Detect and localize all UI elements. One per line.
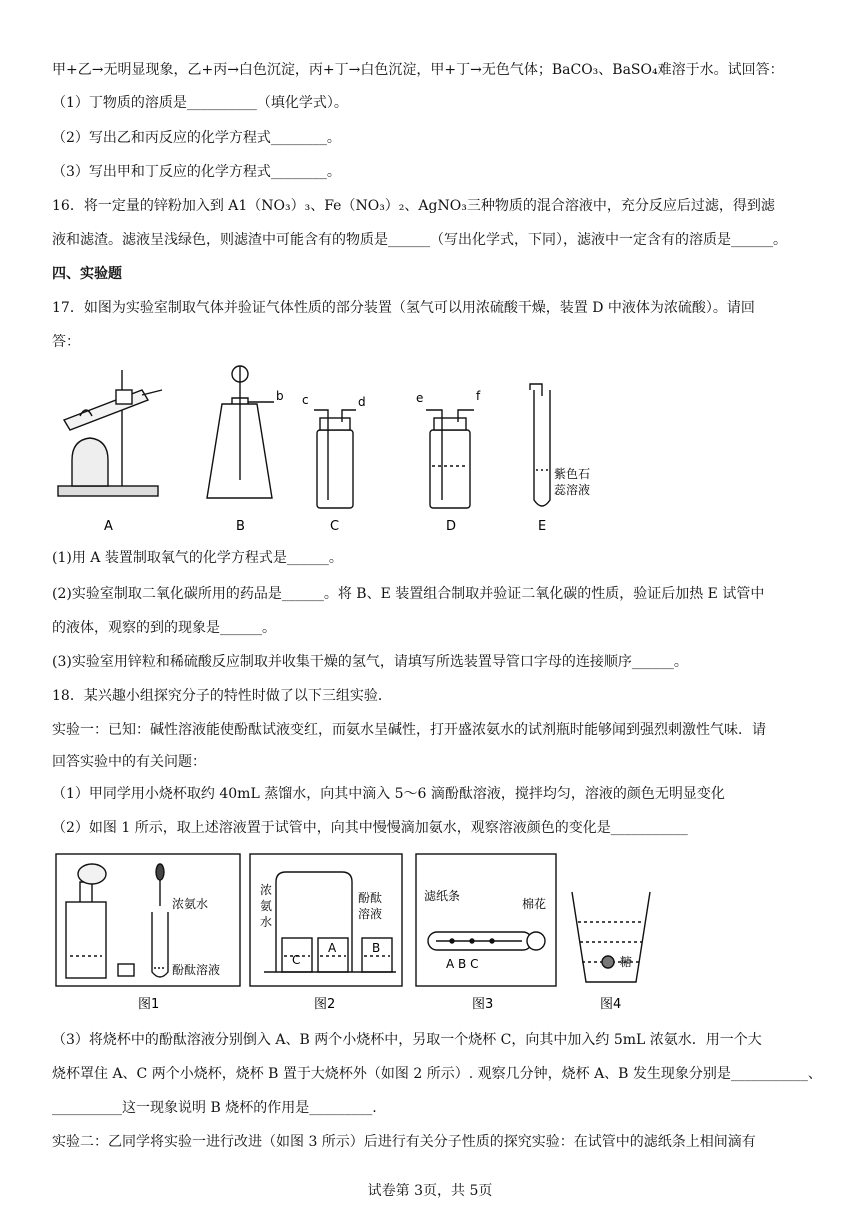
experiment-2: 实验二：乙同学将实验一进行改进（如图 3 所示）后进行有关分子性质的探究实验：在试管中的滤纸条上相间滴有 xyxy=(52,1134,756,1150)
question-15-2: （2）写出乙和丙反应的化学方程式________。 xyxy=(52,130,341,146)
experiment-1: 实验一：已知：碱性溶液能使酚酞试液变红，而氨水呈碱性，打开盛浓氨水的试剂瓶时能够闻到强烈刺激性气味．请 xyxy=(52,722,766,738)
question-15-3: （3）写出甲和丁反应的化学方程式________。 xyxy=(52,164,341,180)
section-heading: 四、实验题 xyxy=(52,266,122,282)
experiment-1-step1: （1）甲同学用小烧杯取约 40mL 蒸馏水，向其中滴入 5～6 滴酚酞溶液，搅拌均匀，溶液的颜色无明显变化 xyxy=(52,786,725,802)
fig2-beaker-label: A xyxy=(328,941,337,955)
fig2-label: 水 xyxy=(260,915,273,929)
port-c: c xyxy=(302,393,309,407)
experiment-1-step2: （2）如图 1 所示，取上述溶液置于试管中，向其中慢慢滴加氨水，观察溶液颜色的变化是___________ xyxy=(52,820,688,836)
question-17-1: (1)用 A 装置制取氧气的化学方程式是______。 xyxy=(52,550,343,566)
port-f: f xyxy=(476,389,481,403)
figure-caption: 图1 xyxy=(138,997,160,1012)
question-16: 16．将一定量的锌粉加入到 A1（NO₃）₃、Fe（NO₃）₂、AgNO₃三种物质的混合溶液中，充分反应后过滤，得到滤 xyxy=(52,198,775,214)
fig2-beaker-label: B xyxy=(372,941,381,955)
figure-caption: 图2 xyxy=(314,997,336,1012)
question-17-cont: 答： xyxy=(52,334,80,350)
fig3-label: A B C xyxy=(446,957,479,971)
fig3-label: 滤纸条 xyxy=(424,889,461,903)
experiment-1-step3-cont: 烧杯罩住 A、C 两个小烧杯，烧杯 B 置于大烧杯外（如图 2 所示）. 观察几分钟，烧杯 A、B 发生现象分别是___________、 xyxy=(52,1066,822,1082)
port-b: b xyxy=(276,389,284,403)
fig2-beaker-label: C xyxy=(292,953,301,967)
experiment-1-step3: （3）将烧杯中的酚酞溶液分别倒入 A、B 两个小烧杯中，另取一个烧杯 C，向其中加入约 5mL 浓氨水．用一个大 xyxy=(52,1032,762,1048)
question-18: 18．某兴趣小组探究分子的特性时做了以下三组实验． xyxy=(52,688,392,704)
apparatus-label-D: D xyxy=(446,519,457,534)
apparatus-label-A: A xyxy=(104,519,113,534)
figure-caption: 图3 xyxy=(472,997,494,1012)
figure-caption: 图4 xyxy=(600,997,622,1012)
question-17: 17．如图为实验室制取气体并验证气体性质的部分装置（氢气可以用浓硫酸干燥，装置 D 中液体为浓硫酸）。请回 xyxy=(52,300,755,316)
experiment-1-cont: 回答实验中的有关问题： xyxy=(52,754,206,770)
port-d: d xyxy=(358,395,366,409)
fig1-label: 酚酞溶液 xyxy=(172,963,221,977)
fig2-label: 溶液 xyxy=(358,907,383,921)
e-solution-label: 蕊溶液 xyxy=(554,483,591,497)
experiment-figures xyxy=(52,852,692,1018)
port-e: e xyxy=(416,391,424,405)
question-17-2: (2)实验室制取二氧化碳所用的药品是______。将 B、E 装置组合制取并验证二氧化碳的性质，验证后加热 E 试管中 xyxy=(52,586,765,602)
fig2-label: 酚酞 xyxy=(358,891,383,905)
question-16-cont: 液和滤渣。滤液呈浅绿色，则滤渣中可能含有的物质是______（写出化学式，下同），滤液中一定含有的溶质是______。 xyxy=(52,232,787,248)
question-15-1: （1）丁物质的溶质是__________（填化学式）。 xyxy=(52,95,348,111)
fig4-label: 糖 xyxy=(620,955,633,969)
apparatus-label-C: C xyxy=(330,519,340,534)
fig1-label: 浓氨水 xyxy=(172,897,209,911)
fig3-label: 棉花 xyxy=(522,897,547,911)
e-solution-label: 紫色石 xyxy=(554,467,591,481)
question-17-2-cont: 的液体，观察的到的现象是______。 xyxy=(52,620,276,636)
fig2-label: 浓 xyxy=(260,883,273,897)
experiment-1-step3-cont2: __________这一现象说明 B 烧杯的作用是_________. xyxy=(52,1100,377,1116)
apparatus-label-E: E xyxy=(538,519,547,534)
apparatus-label-B: B xyxy=(236,519,245,534)
apparatus-figure xyxy=(52,360,612,540)
fig2-label: 氨 xyxy=(260,899,273,913)
text-line: 甲+乙→无明显现象，乙+丙→白色沉淀，丙+丁→白色沉淀，甲+丁→无色气体；BaCO₃、BaSO₄难溶于水。试回答： xyxy=(52,62,784,78)
page-footer: 试卷第 3页，共 5页 xyxy=(367,1183,493,1199)
question-17-3: (3)实验室用锌粒和稀硫酸反应制取并收集干燥的氢气，请填写所选装置导管口字母的连接顺序______。 xyxy=(52,654,688,670)
